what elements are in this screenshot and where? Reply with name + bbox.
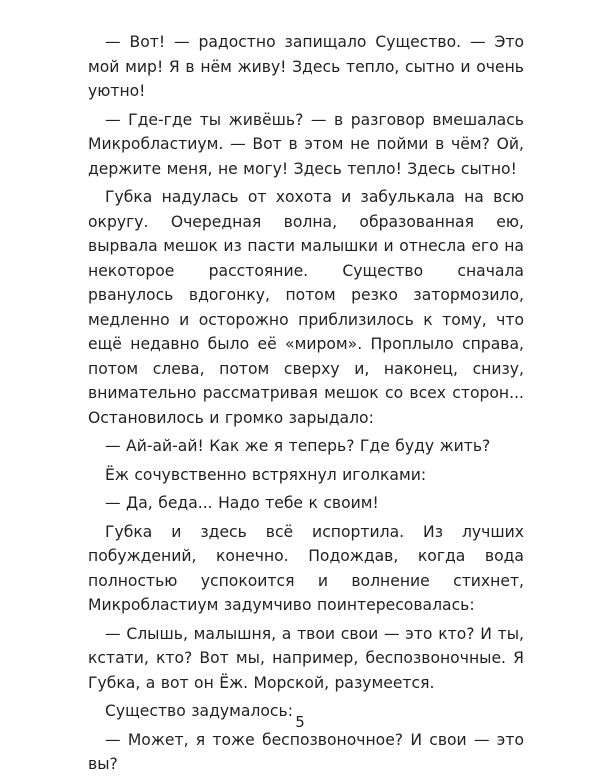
paragraph: — Ай-ай-ай! Как же я теперь? Где буду жить?	[105, 437, 491, 455]
paragraph: Существо задумалось:	[105, 702, 293, 720]
page-text	[88, 30, 524, 777]
paragraph: Ёж сочувственно встряхнул иголками:	[105, 465, 427, 484]
paragraph: — Да, беда... Надо тебе к своим!	[105, 494, 379, 512]
page-number: 5	[295, 713, 305, 731]
paragraph: — Может, я тоже беспозвоночное? И свои — это вы?	[88, 730, 524, 773]
paragraph: Губка и здесь всё испортила. Из лучших побуждений, конечно. Подождав, когда вода полностью успокоится и волнение стихнет, Микробластиум задумчиво поинтересовалась:	[88, 522, 524, 614]
paragraph: — Вот! — радостно запищало Существо. — Это мой мир! Я в нём живу! Здесь тепло, сытно и очень уютно!	[88, 33, 524, 100]
paragraph: — Где-где ты живёшь? — в разговор вмешалась Микробластиум. — Вот в этом не пойми в чём? Ой, держите меня, не могу! Здесь тепло! Здесь сытно!	[88, 110, 524, 178]
paragraph: — Слышь, малышня, а твои свои — это кто? И ты, кстати, кто? Вот мы, например, беспозвоночные. Я Губка, а вот он Ёж. Морской, разумеется.	[88, 624, 524, 692]
paragraph: Губка надулась от хохота и забулькала на всю округу. Очередная волна, образованная ею, вырвала мешок из пасти малышки и отнесла его на некоторое расстояние. Существо сначала рванулось вдогонку, потом резко затормозило, медленно и осторожно приблизилось к тому, что ещё недавно было её «миром». Проплыло справа, потом слева, потом сверху и, наконец, снизу, внимательно рассматривая мешок со всех сторон... Остановилось и громко зарыдало:	[88, 188, 524, 427]
